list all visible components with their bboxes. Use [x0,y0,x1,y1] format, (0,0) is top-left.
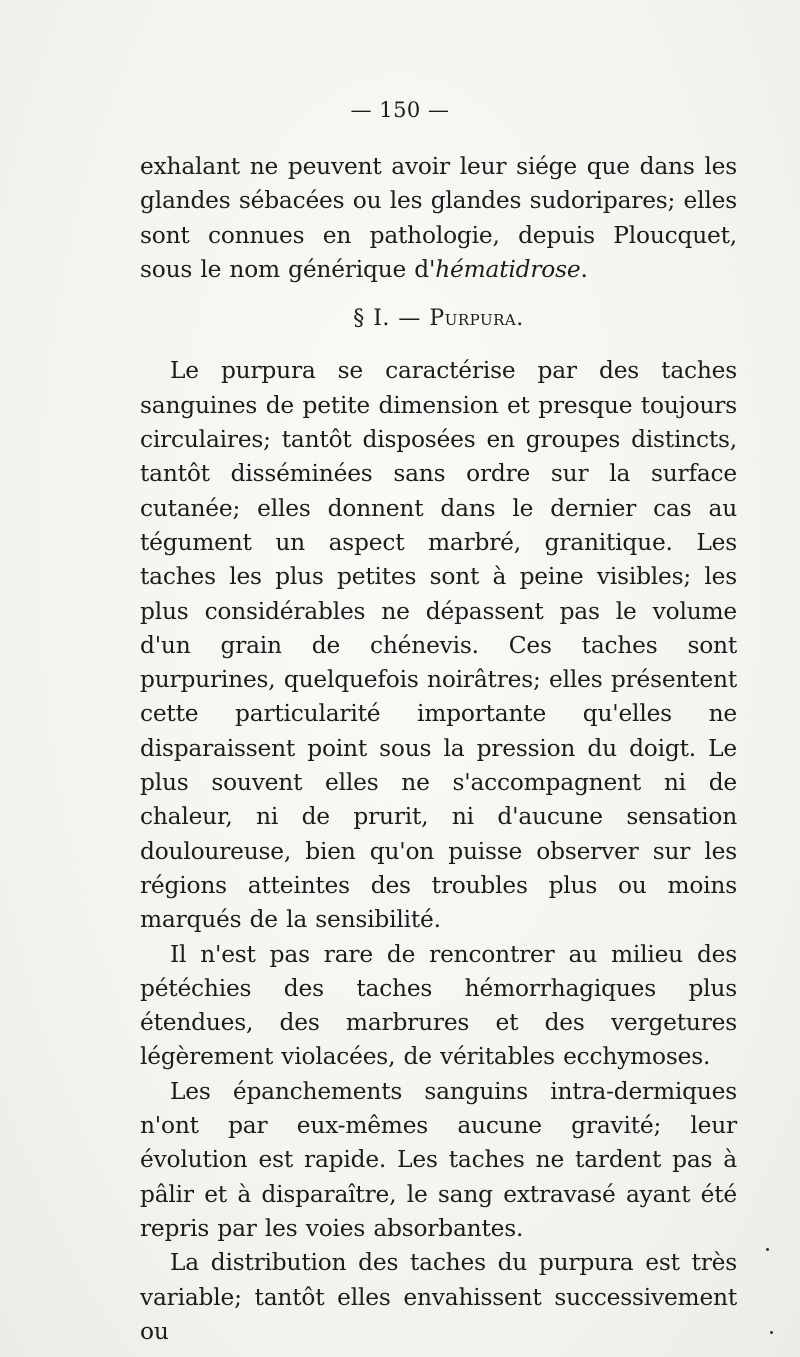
section-title: Purpura. [429,306,524,332]
paragraph: Il n'est pas rare de rencontrer au milieu des pétéchies des taches hémorrhagiques plus étendues, des marbrures et des vergetures légèrement violacées, de véritables ecchymoses. [140,940,737,1071]
page-number: — 150 — [350,98,450,122]
paragraph: Les épanchements sanguins intra-dermiques n'ont par eux-mêmes aucune gravité; leur évolution est rapide. Les taches ne tardent pas à pâlir et à disparaître, le sang extravasé ayant été repris par les voies absorbantes. [140,1077,737,1242]
italic-term: hématidrose [435,255,581,283]
paragraph: Le purpura se caractérise par des taches sanguines de petite dimension et presque toujours circulaires; tantôt disposées en groupes distincts, tantôt disséminées sans ordre sur la surface cutanée; elles donnent dans le dernier cas au tégument un aspect marbré, granitique. Les taches les plus petites sont à peine visibles; les plus considérables ne dépassent pas le volume d'un grain de chénevis. Ces taches sont purpurines, quelquefois noirâtres; elles présentent cette particularité importante qu'elles ne disparaissent point sous la pression du doigt. Le plus souvent elles ne s'accompagnent ni de chaleur, ni de prurit, ni d'aucune sensation douloureuse, bien qu'on puisse observer sur les régions atteintes des troubles plus ou moins marqués de la sensibilité. [140,357,737,934]
opening-tail: . [580,255,588,283]
paper-speck [766,1248,769,1251]
paragraph: La distribution des taches du purpura est très variable; tantôt elles envahissent successivement ou [140,1249,737,1345]
section-heading [140,302,737,336]
opening-text: exhalant ne peuvent avoir leur siége que dans les glandes sébacées ou les glandes sudoripares; elles sont connues en pathologie, depuis Ploucquet, sous le nom générique d' [140,153,737,283]
opening-paragraph [140,150,737,287]
page-body [140,150,737,1349]
section-number: § I. — [353,306,421,332]
paper-speck [770,1331,773,1334]
